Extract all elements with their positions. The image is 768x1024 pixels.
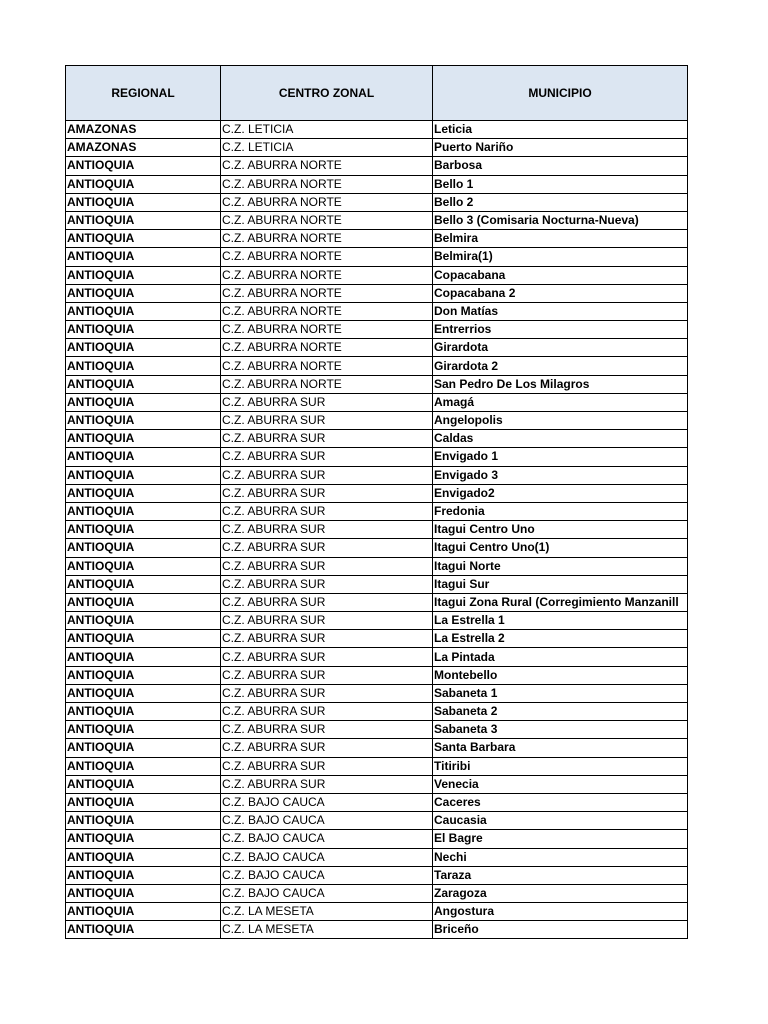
cell-municipio[interactable]: Sabaneta 1 bbox=[433, 684, 688, 702]
table-body bbox=[66, 121, 688, 939]
table-row bbox=[66, 539, 688, 557]
table-row bbox=[66, 412, 688, 430]
cell-regional[interactable]: ANTIOQUIA bbox=[66, 466, 221, 484]
table-row bbox=[66, 230, 688, 248]
cell-centro-zonal[interactable]: C.Z. ABURRA NORTE bbox=[221, 175, 433, 193]
cell-regional[interactable]: ANTIOQUIA bbox=[66, 175, 221, 193]
cell-municipio[interactable]: La Estrella 2 bbox=[433, 630, 688, 648]
table-row bbox=[66, 884, 688, 902]
cell-regional[interactable]: AMAZONAS bbox=[66, 139, 221, 157]
cell-municipio[interactable]: El Bagre bbox=[433, 830, 688, 848]
cell-centro-zonal[interactable]: C.Z. ABURRA NORTE bbox=[221, 230, 433, 248]
cell-municipio[interactable]: Amagá bbox=[433, 393, 688, 411]
table-row bbox=[66, 575, 688, 593]
cell-centro-zonal[interactable]: C.Z. ABURRA SUR bbox=[221, 739, 433, 757]
table-row bbox=[66, 848, 688, 866]
cell-municipio[interactable]: Fredonia bbox=[433, 502, 688, 520]
cell-municipio[interactable]: Sabaneta 2 bbox=[433, 703, 688, 721]
table-row bbox=[66, 121, 688, 139]
table-row bbox=[66, 339, 688, 357]
cell-centro-zonal[interactable]: C.Z. ABURRA SUR bbox=[221, 612, 433, 630]
cell-municipio[interactable]: Angelopolis bbox=[433, 412, 688, 430]
table-row bbox=[66, 466, 688, 484]
cell-centro-zonal[interactable]: C.Z. ABURRA SUR bbox=[221, 775, 433, 793]
table-row bbox=[66, 266, 688, 284]
cell-regional[interactable]: ANTIOQUIA bbox=[66, 157, 221, 175]
cell-centro-zonal[interactable]: C.Z. ABURRA SUR bbox=[221, 684, 433, 702]
cell-centro-zonal[interactable]: C.Z. ABURRA SUR bbox=[221, 539, 433, 557]
cell-municipio[interactable]: San Pedro De Los Milagros bbox=[433, 375, 688, 393]
table-row bbox=[66, 793, 688, 811]
cell-centro-zonal[interactable]: C.Z. ABURRA SUR bbox=[221, 412, 433, 430]
cell-regional[interactable]: ANTIOQUIA bbox=[66, 830, 221, 848]
cell-regional[interactable]: ANTIOQUIA bbox=[66, 284, 221, 302]
cell-municipio[interactable]: Leticia bbox=[433, 121, 688, 139]
cell-centro-zonal[interactable]: C.Z. ABURRA NORTE bbox=[221, 357, 433, 375]
cell-centro-zonal[interactable]: C.Z. ABURRA SUR bbox=[221, 575, 433, 593]
cell-centro-zonal[interactable]: C.Z. ABURRA NORTE bbox=[221, 211, 433, 229]
cell-centro-zonal[interactable]: C.Z. ABURRA NORTE bbox=[221, 302, 433, 320]
cell-municipio[interactable]: Angostura bbox=[433, 903, 688, 921]
cell-municipio[interactable]: Bello 2 bbox=[433, 193, 688, 211]
municipio-table bbox=[65, 65, 688, 939]
cell-municipio[interactable]: Titiribi bbox=[433, 757, 688, 775]
cell-regional[interactable]: AMAZONAS bbox=[66, 121, 221, 139]
cell-municipio[interactable]: Puerto Nariño bbox=[433, 139, 688, 157]
table-row bbox=[66, 684, 688, 702]
table-row bbox=[66, 375, 688, 393]
table-row bbox=[66, 248, 688, 266]
table-row bbox=[66, 393, 688, 411]
table-row bbox=[66, 666, 688, 684]
table-row bbox=[66, 775, 688, 793]
table-row bbox=[66, 211, 688, 229]
cell-regional[interactable]: ANTIOQUIA bbox=[66, 339, 221, 357]
cell-municipio[interactable]: Santa Barbara bbox=[433, 739, 688, 757]
cell-municipio[interactable]: Montebello bbox=[433, 666, 688, 684]
cell-regional[interactable]: ANTIOQUIA bbox=[66, 630, 221, 648]
table-row bbox=[66, 703, 688, 721]
cell-regional[interactable]: ANTIOQUIA bbox=[66, 612, 221, 630]
header-municipio[interactable]: MUNICIPIO bbox=[433, 66, 688, 121]
table-row bbox=[66, 357, 688, 375]
cell-municipio[interactable]: Envigado 1 bbox=[433, 448, 688, 466]
cell-centro-zonal[interactable]: C.Z. BAJO CAUCA bbox=[221, 866, 433, 884]
cell-municipio[interactable]: Envigado2 bbox=[433, 484, 688, 502]
cell-municipio[interactable]: Zaragoza bbox=[433, 884, 688, 902]
cell-municipio[interactable]: Caceres bbox=[433, 793, 688, 811]
cell-regional[interactable]: ANTIOQUIA bbox=[66, 648, 221, 666]
table-row bbox=[66, 175, 688, 193]
cell-centro-zonal[interactable]: C.Z. ABURRA NORTE bbox=[221, 339, 433, 357]
cell-centro-zonal[interactable]: C.Z. LETICIA bbox=[221, 139, 433, 157]
cell-regional[interactable]: ANTIOQUIA bbox=[66, 266, 221, 284]
cell-regional[interactable]: ANTIOQUIA bbox=[66, 430, 221, 448]
cell-regional[interactable]: ANTIOQUIA bbox=[66, 812, 221, 830]
cell-municipio[interactable]: Copacabana bbox=[433, 266, 688, 284]
cell-regional[interactable]: ANTIOQUIA bbox=[66, 721, 221, 739]
cell-regional[interactable]: ANTIOQUIA bbox=[66, 357, 221, 375]
cell-municipio[interactable]: Copacabana 2 bbox=[433, 284, 688, 302]
cell-centro-zonal[interactable]: C.Z. BAJO CAUCA bbox=[221, 884, 433, 902]
cell-municipio[interactable]: Entrerrios bbox=[433, 321, 688, 339]
cell-municipio[interactable]: Itagui Sur bbox=[433, 575, 688, 593]
cell-municipio[interactable]: Bello 3 (Comisaria Nocturna-Nueva) bbox=[433, 211, 688, 229]
cell-municipio[interactable]: Belmira(1) bbox=[433, 248, 688, 266]
cell-regional[interactable]: ANTIOQUIA bbox=[66, 684, 221, 702]
cell-centro-zonal[interactable]: C.Z. ABURRA NORTE bbox=[221, 157, 433, 175]
cell-regional[interactable]: ANTIOQUIA bbox=[66, 375, 221, 393]
header-row bbox=[66, 66, 688, 121]
cell-regional[interactable]: ANTIOQUIA bbox=[66, 393, 221, 411]
cell-municipio[interactable]: Sabaneta 3 bbox=[433, 721, 688, 739]
cell-regional[interactable]: ANTIOQUIA bbox=[66, 193, 221, 211]
table-row bbox=[66, 321, 688, 339]
table-row bbox=[66, 193, 688, 211]
table-row bbox=[66, 866, 688, 884]
table-row bbox=[66, 484, 688, 502]
cell-regional[interactable]: ANTIOQUIA bbox=[66, 484, 221, 502]
cell-centro-zonal[interactable]: C.Z. ABURRA SUR bbox=[221, 757, 433, 775]
cell-municipio[interactable]: Barbosa bbox=[433, 157, 688, 175]
cell-regional[interactable]: ANTIOQUIA bbox=[66, 321, 221, 339]
table-row bbox=[66, 430, 688, 448]
cell-centro-zonal[interactable]: C.Z. ABURRA SUR bbox=[221, 557, 433, 575]
table-row bbox=[66, 903, 688, 921]
cell-centro-zonal[interactable]: C.Z. ABURRA SUR bbox=[221, 593, 433, 611]
cell-municipio[interactable]: Itagui Zona Rural (Corregimiento Manzanill bbox=[433, 593, 688, 611]
table-row bbox=[66, 757, 688, 775]
cell-regional[interactable]: ANTIOQUIA bbox=[66, 211, 221, 229]
cell-regional[interactable]: ANTIOQUIA bbox=[66, 248, 221, 266]
cell-centro-zonal[interactable]: C.Z. ABURRA SUR bbox=[221, 666, 433, 684]
cell-centro-zonal[interactable]: C.Z. ABURRA SUR bbox=[221, 630, 433, 648]
table-row bbox=[66, 302, 688, 320]
spreadsheet bbox=[65, 65, 687, 939]
cell-regional[interactable]: ANTIOQUIA bbox=[66, 593, 221, 611]
header-regional[interactable]: REGIONAL bbox=[66, 66, 221, 121]
table-row bbox=[66, 921, 688, 939]
cell-regional[interactable]: ANTIOQUIA bbox=[66, 903, 221, 921]
cell-municipio[interactable]: Don Matías bbox=[433, 302, 688, 320]
cell-regional[interactable]: ANTIOQUIA bbox=[66, 539, 221, 557]
table-row bbox=[66, 502, 688, 520]
table-row bbox=[66, 612, 688, 630]
cell-regional[interactable]: ANTIOQUIA bbox=[66, 884, 221, 902]
cell-municipio[interactable]: La Pintada bbox=[433, 648, 688, 666]
table-row bbox=[66, 139, 688, 157]
cell-regional[interactable]: ANTIOQUIA bbox=[66, 848, 221, 866]
cell-municipio[interactable]: Caucasia bbox=[433, 812, 688, 830]
table-row bbox=[66, 157, 688, 175]
cell-centro-zonal[interactable]: C.Z. LA MESETA bbox=[221, 903, 433, 921]
cell-regional[interactable]: ANTIOQUIA bbox=[66, 775, 221, 793]
cell-regional[interactable]: ANTIOQUIA bbox=[66, 412, 221, 430]
cell-centro-zonal[interactable]: C.Z. BAJO CAUCA bbox=[221, 830, 433, 848]
table-row bbox=[66, 284, 688, 302]
cell-regional[interactable]: ANTIOQUIA bbox=[66, 921, 221, 939]
cell-regional[interactable]: ANTIOQUIA bbox=[66, 230, 221, 248]
cell-centro-zonal[interactable]: C.Z. ABURRA NORTE bbox=[221, 375, 433, 393]
cell-regional[interactable]: ANTIOQUIA bbox=[66, 557, 221, 575]
table-row bbox=[66, 648, 688, 666]
table-row bbox=[66, 721, 688, 739]
cell-centro-zonal[interactable]: C.Z. ABURRA NORTE bbox=[221, 321, 433, 339]
table-row bbox=[66, 739, 688, 757]
cell-regional[interactable]: ANTIOQUIA bbox=[66, 575, 221, 593]
cell-centro-zonal[interactable]: C.Z. ABURRA SUR bbox=[221, 430, 433, 448]
cell-centro-zonal[interactable]: C.Z. ABURRA SUR bbox=[221, 648, 433, 666]
header-centro-zonal[interactable]: CENTRO ZONAL bbox=[221, 66, 433, 121]
cell-municipio[interactable]: Venecia bbox=[433, 775, 688, 793]
cell-regional[interactable]: ANTIOQUIA bbox=[66, 739, 221, 757]
cell-centro-zonal[interactable]: C.Z. BAJO CAUCA bbox=[221, 793, 433, 811]
cell-municipio[interactable]: Briceño bbox=[433, 921, 688, 939]
cell-municipio[interactable]: Nechi bbox=[433, 848, 688, 866]
cell-centro-zonal[interactable]: C.Z. ABURRA SUR bbox=[221, 502, 433, 520]
cell-regional[interactable]: ANTIOQUIA bbox=[66, 757, 221, 775]
cell-municipio[interactable]: Bello 1 bbox=[433, 175, 688, 193]
cell-centro-zonal[interactable]: C.Z. ABURRA SUR bbox=[221, 484, 433, 502]
cell-municipio[interactable]: Belmira bbox=[433, 230, 688, 248]
cell-municipio[interactable]: Girardota bbox=[433, 339, 688, 357]
table-row bbox=[66, 557, 688, 575]
cell-regional[interactable]: ANTIOQUIA bbox=[66, 302, 221, 320]
table-row bbox=[66, 812, 688, 830]
cell-centro-zonal[interactable]: C.Z. LETICIA bbox=[221, 121, 433, 139]
cell-centro-zonal[interactable]: C.Z. ABURRA SUR bbox=[221, 703, 433, 721]
cell-municipio[interactable]: Caldas bbox=[433, 430, 688, 448]
cell-centro-zonal[interactable]: C.Z. BAJO CAUCA bbox=[221, 848, 433, 866]
cell-municipio[interactable]: Taraza bbox=[433, 866, 688, 884]
cell-municipio[interactable]: Itagui Norte bbox=[433, 557, 688, 575]
cell-regional[interactable]: ANTIOQUIA bbox=[66, 703, 221, 721]
cell-municipio[interactable]: Girardota 2 bbox=[433, 357, 688, 375]
cell-regional[interactable]: ANTIOQUIA bbox=[66, 502, 221, 520]
cell-centro-zonal[interactable]: C.Z. ABURRA NORTE bbox=[221, 193, 433, 211]
cell-centro-zonal[interactable]: C.Z. ABURRA SUR bbox=[221, 521, 433, 539]
cell-municipio[interactable]: Itagui Centro Uno(1) bbox=[433, 539, 688, 557]
cell-centro-zonal[interactable]: C.Z. ABURRA NORTE bbox=[221, 248, 433, 266]
table-row bbox=[66, 630, 688, 648]
cell-centro-zonal[interactable]: C.Z. ABURRA SUR bbox=[221, 721, 433, 739]
table-row bbox=[66, 593, 688, 611]
cell-regional[interactable]: ANTIOQUIA bbox=[66, 666, 221, 684]
table-row bbox=[66, 830, 688, 848]
cell-regional[interactable]: ANTIOQUIA bbox=[66, 866, 221, 884]
cell-centro-zonal[interactable]: C.Z. LA MESETA bbox=[221, 921, 433, 939]
cell-municipio[interactable]: Itagui Centro Uno bbox=[433, 521, 688, 539]
cell-regional[interactable]: ANTIOQUIA bbox=[66, 793, 221, 811]
cell-centro-zonal[interactable]: C.Z. ABURRA SUR bbox=[221, 466, 433, 484]
cell-regional[interactable]: ANTIOQUIA bbox=[66, 521, 221, 539]
cell-centro-zonal[interactable]: C.Z. ABURRA NORTE bbox=[221, 266, 433, 284]
cell-regional[interactable]: ANTIOQUIA bbox=[66, 448, 221, 466]
table-row bbox=[66, 521, 688, 539]
table-row bbox=[66, 448, 688, 466]
cell-centro-zonal[interactable]: C.Z. ABURRA SUR bbox=[221, 393, 433, 411]
cell-centro-zonal[interactable]: C.Z. ABURRA NORTE bbox=[221, 284, 433, 302]
cell-centro-zonal[interactable]: C.Z. BAJO CAUCA bbox=[221, 812, 433, 830]
cell-centro-zonal[interactable]: C.Z. ABURRA SUR bbox=[221, 448, 433, 466]
cell-municipio[interactable]: La Estrella 1 bbox=[433, 612, 688, 630]
cell-municipio[interactable]: Envigado 3 bbox=[433, 466, 688, 484]
